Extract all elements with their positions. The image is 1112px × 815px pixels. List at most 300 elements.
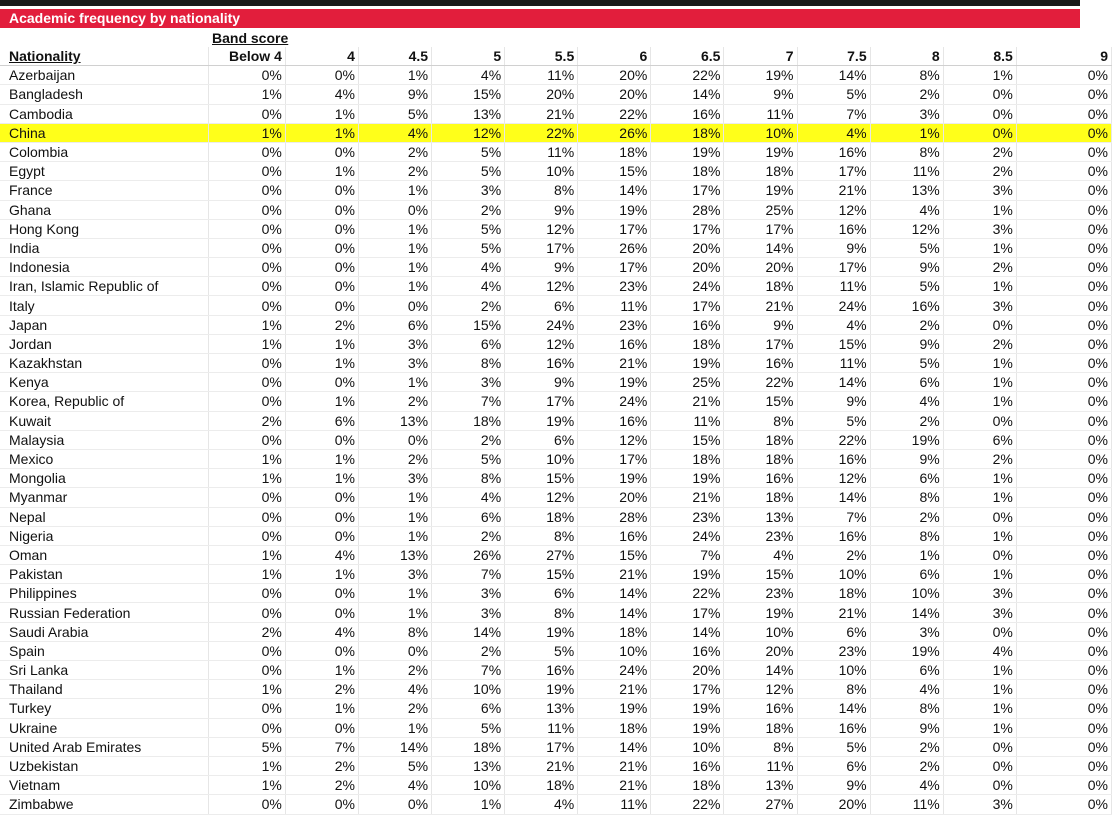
percent-cell[interactable]: 16% xyxy=(797,526,870,545)
percent-cell[interactable]: 14% xyxy=(797,66,870,85)
percent-cell[interactable]: 0% xyxy=(1016,641,1111,660)
percent-cell[interactable]: 19% xyxy=(578,373,651,392)
percent-cell[interactable]: 0% xyxy=(1016,181,1111,200)
percent-cell[interactable]: 6% xyxy=(505,296,578,315)
table-row[interactable] xyxy=(0,488,1112,507)
percent-cell[interactable]: 6% xyxy=(432,699,505,718)
percent-cell[interactable]: 19% xyxy=(651,469,724,488)
percent-cell[interactable]: 1% xyxy=(358,66,431,85)
percent-cell[interactable]: 24% xyxy=(578,661,651,680)
percent-cell[interactable]: 21% xyxy=(578,756,651,775)
nationality-cell[interactable]: Kuwait xyxy=(0,411,208,430)
percent-cell[interactable]: 0% xyxy=(1016,718,1111,737)
table-row[interactable] xyxy=(0,238,1112,257)
percent-cell[interactable]: 0% xyxy=(285,181,358,200)
percent-cell[interactable]: 18% xyxy=(724,430,797,449)
percent-cell[interactable]: 0% xyxy=(208,661,285,680)
percent-cell[interactable]: 18% xyxy=(797,584,870,603)
percent-cell[interactable]: 20% xyxy=(505,85,578,104)
percent-cell[interactable]: 0% xyxy=(943,123,1016,142)
percent-cell[interactable]: 2% xyxy=(285,776,358,795)
percent-cell[interactable]: 5% xyxy=(358,104,431,123)
percent-cell[interactable]: 19% xyxy=(578,200,651,219)
percent-cell[interactable]: 2% xyxy=(870,737,943,756)
percent-cell[interactable]: 1% xyxy=(358,718,431,737)
percent-cell[interactable]: 0% xyxy=(1016,584,1111,603)
percent-cell[interactable]: 0% xyxy=(285,603,358,622)
percent-cell[interactable]: 12% xyxy=(724,680,797,699)
percent-cell[interactable]: 0% xyxy=(943,507,1016,526)
table-row[interactable] xyxy=(0,603,1112,622)
percent-cell[interactable]: 17% xyxy=(651,181,724,200)
percent-cell[interactable]: 16% xyxy=(797,219,870,238)
percent-cell[interactable]: 21% xyxy=(578,354,651,373)
percent-cell[interactable]: 1% xyxy=(432,795,505,814)
percent-cell[interactable]: 0% xyxy=(208,238,285,257)
percent-cell[interactable]: 19% xyxy=(724,66,797,85)
nationality-cell[interactable]: Malaysia xyxy=(0,430,208,449)
percent-cell[interactable]: 17% xyxy=(578,219,651,238)
table-row[interactable] xyxy=(0,354,1112,373)
percent-cell[interactable]: 17% xyxy=(651,219,724,238)
percent-cell[interactable]: 4% xyxy=(285,545,358,564)
percent-cell[interactable]: 8% xyxy=(505,181,578,200)
nationality-cell[interactable]: Ukraine xyxy=(0,718,208,737)
nationality-cell[interactable]: Oman xyxy=(0,545,208,564)
nationality-cell[interactable]: Cambodia xyxy=(0,104,208,123)
percent-cell[interactable]: 11% xyxy=(870,795,943,814)
percent-cell[interactable]: 0% xyxy=(1016,776,1111,795)
percent-cell[interactable]: 2% xyxy=(358,699,431,718)
percent-cell[interactable]: 0% xyxy=(285,430,358,449)
percent-cell[interactable]: 15% xyxy=(505,565,578,584)
percent-cell[interactable]: 25% xyxy=(651,373,724,392)
percent-cell[interactable]: 6% xyxy=(943,430,1016,449)
column-header-band[interactable]: 6 xyxy=(578,47,651,66)
percent-cell[interactable]: 11% xyxy=(870,162,943,181)
percent-cell[interactable]: 9% xyxy=(505,258,578,277)
table-row[interactable] xyxy=(0,718,1112,737)
percent-cell[interactable]: 5% xyxy=(432,219,505,238)
column-header-band[interactable]: 6.5 xyxy=(651,47,724,66)
percent-cell[interactable]: 17% xyxy=(651,603,724,622)
percent-cell[interactable]: 23% xyxy=(797,641,870,660)
percent-cell[interactable]: 6% xyxy=(505,430,578,449)
percent-cell[interactable]: 18% xyxy=(578,142,651,161)
percent-cell[interactable]: 9% xyxy=(870,449,943,468)
percent-cell[interactable]: 15% xyxy=(432,85,505,104)
percent-cell[interactable]: 18% xyxy=(432,737,505,756)
percent-cell[interactable]: 12% xyxy=(505,334,578,353)
percent-cell[interactable]: 8% xyxy=(505,526,578,545)
percent-cell[interactable]: 10% xyxy=(797,565,870,584)
percent-cell[interactable]: 1% xyxy=(943,565,1016,584)
percent-cell[interactable]: 19% xyxy=(651,142,724,161)
percent-cell[interactable]: 6% xyxy=(870,565,943,584)
percent-cell[interactable]: 14% xyxy=(578,584,651,603)
percent-cell[interactable]: 10% xyxy=(505,449,578,468)
column-header-band[interactable]: 4 xyxy=(285,47,358,66)
percent-cell[interactable]: 8% xyxy=(724,737,797,756)
percent-cell[interactable]: 4% xyxy=(285,622,358,641)
percent-cell[interactable]: 2% xyxy=(797,545,870,564)
percent-cell[interactable]: 20% xyxy=(578,488,651,507)
table-row[interactable] xyxy=(0,315,1112,334)
percent-cell[interactable]: 3% xyxy=(870,104,943,123)
column-header-band[interactable]: 8.5 xyxy=(943,47,1016,66)
percent-cell[interactable]: 2% xyxy=(943,449,1016,468)
percent-cell[interactable]: 8% xyxy=(870,142,943,161)
percent-cell[interactable]: 15% xyxy=(651,430,724,449)
percent-cell[interactable]: 5% xyxy=(797,85,870,104)
percent-cell[interactable]: 21% xyxy=(578,565,651,584)
percent-cell[interactable]: 0% xyxy=(1016,200,1111,219)
percent-cell[interactable]: 0% xyxy=(1016,296,1111,315)
percent-cell[interactable]: 9% xyxy=(358,85,431,104)
percent-cell[interactable]: 16% xyxy=(578,526,651,545)
percent-cell[interactable]: 16% xyxy=(797,449,870,468)
percent-cell[interactable]: 0% xyxy=(358,795,431,814)
percent-cell[interactable]: 0% xyxy=(358,430,431,449)
nationality-cell[interactable]: France xyxy=(0,181,208,200)
percent-cell[interactable]: 19% xyxy=(651,718,724,737)
percent-cell[interactable]: 1% xyxy=(285,104,358,123)
percent-cell[interactable]: 15% xyxy=(724,565,797,584)
nationality-cell[interactable]: Bangladesh xyxy=(0,85,208,104)
percent-cell[interactable]: 0% xyxy=(1016,104,1111,123)
percent-cell[interactable]: 9% xyxy=(505,200,578,219)
percent-cell[interactable]: 19% xyxy=(724,181,797,200)
table-row[interactable] xyxy=(0,737,1112,756)
percent-cell[interactable]: 4% xyxy=(432,277,505,296)
percent-cell[interactable]: 2% xyxy=(870,756,943,775)
nationality-cell[interactable]: Japan xyxy=(0,315,208,334)
percent-cell[interactable]: 10% xyxy=(505,162,578,181)
percent-cell[interactable]: 9% xyxy=(870,718,943,737)
percent-cell[interactable]: 0% xyxy=(285,142,358,161)
percent-cell[interactable]: 8% xyxy=(870,699,943,718)
percent-cell[interactable]: 21% xyxy=(797,181,870,200)
percent-cell[interactable]: 0% xyxy=(1016,373,1111,392)
table-row[interactable] xyxy=(0,258,1112,277)
percent-cell[interactable]: 5% xyxy=(432,238,505,257)
percent-cell[interactable]: 6% xyxy=(870,373,943,392)
percent-cell[interactable]: 19% xyxy=(505,622,578,641)
percent-cell[interactable]: 18% xyxy=(724,277,797,296)
percent-cell[interactable]: 1% xyxy=(208,545,285,564)
percent-cell[interactable]: 20% xyxy=(578,66,651,85)
percent-cell[interactable]: 9% xyxy=(797,238,870,257)
percent-cell[interactable]: 26% xyxy=(578,238,651,257)
percent-cell[interactable]: 0% xyxy=(208,181,285,200)
percent-cell[interactable]: 4% xyxy=(724,545,797,564)
percent-cell[interactable]: 0% xyxy=(1016,622,1111,641)
percent-cell[interactable]: 21% xyxy=(578,776,651,795)
percent-cell[interactable]: 1% xyxy=(285,449,358,468)
percent-cell[interactable]: 1% xyxy=(285,661,358,680)
percent-cell[interactable]: 1% xyxy=(208,315,285,334)
percent-cell[interactable]: 5% xyxy=(870,277,943,296)
percent-cell[interactable]: 17% xyxy=(505,737,578,756)
percent-cell[interactable]: 21% xyxy=(578,680,651,699)
percent-cell[interactable]: 4% xyxy=(358,776,431,795)
percent-cell[interactable]: 0% xyxy=(1016,219,1111,238)
percent-cell[interactable]: 2% xyxy=(432,430,505,449)
percent-cell[interactable]: 2% xyxy=(358,392,431,411)
table-row[interactable] xyxy=(0,776,1112,795)
percent-cell[interactable]: 1% xyxy=(285,392,358,411)
percent-cell[interactable]: 0% xyxy=(1016,85,1111,104)
percent-cell[interactable]: 1% xyxy=(358,277,431,296)
percent-cell[interactable]: 1% xyxy=(943,354,1016,373)
column-header-band[interactable]: Below 4 xyxy=(208,47,285,66)
percent-cell[interactable]: 12% xyxy=(797,469,870,488)
percent-cell[interactable]: 16% xyxy=(724,469,797,488)
percent-cell[interactable]: 3% xyxy=(943,219,1016,238)
nationality-cell[interactable]: Pakistan xyxy=(0,565,208,584)
table-row[interactable] xyxy=(0,200,1112,219)
percent-cell[interactable]: 7% xyxy=(797,507,870,526)
percent-cell[interactable]: 0% xyxy=(358,296,431,315)
percent-cell[interactable]: 20% xyxy=(724,258,797,277)
percent-cell[interactable]: 1% xyxy=(285,162,358,181)
percent-cell[interactable]: 2% xyxy=(285,680,358,699)
table-row[interactable] xyxy=(0,411,1112,430)
percent-cell[interactable]: 18% xyxy=(651,449,724,468)
percent-cell[interactable]: 1% xyxy=(208,449,285,468)
percent-cell[interactable]: 18% xyxy=(578,718,651,737)
table-row[interactable] xyxy=(0,181,1112,200)
percent-cell[interactable]: 1% xyxy=(870,123,943,142)
percent-cell[interactable]: 0% xyxy=(285,526,358,545)
percent-cell[interactable]: 16% xyxy=(505,354,578,373)
percent-cell[interactable]: 19% xyxy=(651,699,724,718)
percent-cell[interactable]: 9% xyxy=(724,315,797,334)
percent-cell[interactable]: 0% xyxy=(285,795,358,814)
table-row[interactable] xyxy=(0,545,1112,564)
percent-cell[interactable]: 1% xyxy=(358,258,431,277)
nationality-cell[interactable]: Philippines xyxy=(0,584,208,603)
percent-cell[interactable]: 5% xyxy=(870,238,943,257)
percent-cell[interactable]: 0% xyxy=(208,200,285,219)
percent-cell[interactable]: 2% xyxy=(208,411,285,430)
percent-cell[interactable]: 4% xyxy=(870,680,943,699)
table-row[interactable] xyxy=(0,123,1112,142)
table-row[interactable] xyxy=(0,449,1112,468)
percent-cell[interactable]: 15% xyxy=(432,315,505,334)
percent-cell[interactable]: 8% xyxy=(870,526,943,545)
percent-cell[interactable]: 1% xyxy=(285,334,358,353)
percent-cell[interactable]: 13% xyxy=(358,545,431,564)
percent-cell[interactable]: 1% xyxy=(943,488,1016,507)
percent-cell[interactable]: 6% xyxy=(285,411,358,430)
percent-cell[interactable]: 1% xyxy=(208,334,285,353)
column-header-nationality[interactable]: Nationality xyxy=(0,47,208,66)
percent-cell[interactable]: 26% xyxy=(578,123,651,142)
percent-cell[interactable]: 6% xyxy=(505,584,578,603)
percent-cell[interactable]: 8% xyxy=(870,66,943,85)
percent-cell[interactable]: 11% xyxy=(578,795,651,814)
percent-cell[interactable]: 16% xyxy=(870,296,943,315)
percent-cell[interactable]: 0% xyxy=(208,507,285,526)
percent-cell[interactable]: 0% xyxy=(1016,565,1111,584)
percent-cell[interactable]: 0% xyxy=(1016,123,1111,142)
table-row[interactable] xyxy=(0,430,1112,449)
percent-cell[interactable]: 2% xyxy=(285,315,358,334)
percent-cell[interactable]: 0% xyxy=(208,795,285,814)
percent-cell[interactable]: 3% xyxy=(358,469,431,488)
percent-cell[interactable]: 0% xyxy=(943,622,1016,641)
percent-cell[interactable]: 4% xyxy=(797,315,870,334)
percent-cell[interactable]: 15% xyxy=(505,469,578,488)
percent-cell[interactable]: 20% xyxy=(797,795,870,814)
percent-cell[interactable]: 19% xyxy=(651,565,724,584)
percent-cell[interactable]: 1% xyxy=(358,373,431,392)
percent-cell[interactable]: 0% xyxy=(358,200,431,219)
nationality-cell[interactable]: Myanmar xyxy=(0,488,208,507)
table-row[interactable] xyxy=(0,162,1112,181)
percent-cell[interactable]: 18% xyxy=(724,718,797,737)
percent-cell[interactable]: 23% xyxy=(724,584,797,603)
percent-cell[interactable]: 1% xyxy=(943,699,1016,718)
percent-cell[interactable]: 17% xyxy=(505,238,578,257)
percent-cell[interactable]: 2% xyxy=(432,200,505,219)
percent-cell[interactable]: 11% xyxy=(797,354,870,373)
percent-cell[interactable]: 18% xyxy=(724,488,797,507)
percent-cell[interactable]: 25% xyxy=(724,200,797,219)
percent-cell[interactable]: 2% xyxy=(358,449,431,468)
percent-cell[interactable]: 8% xyxy=(724,411,797,430)
percent-cell[interactable]: 1% xyxy=(285,699,358,718)
percent-cell[interactable]: 13% xyxy=(432,756,505,775)
percent-cell[interactable]: 16% xyxy=(578,411,651,430)
percent-cell[interactable]: 4% xyxy=(870,392,943,411)
percent-cell[interactable]: 0% xyxy=(285,238,358,257)
percent-cell[interactable]: 16% xyxy=(797,142,870,161)
percent-cell[interactable]: 7% xyxy=(432,392,505,411)
percent-cell[interactable]: 0% xyxy=(208,219,285,238)
percent-cell[interactable]: 0% xyxy=(285,296,358,315)
percent-cell[interactable]: 2% xyxy=(208,622,285,641)
percent-cell[interactable]: 14% xyxy=(578,603,651,622)
percent-cell[interactable]: 0% xyxy=(208,296,285,315)
table-row[interactable] xyxy=(0,142,1112,161)
percent-cell[interactable]: 16% xyxy=(797,718,870,737)
percent-cell[interactable]: 1% xyxy=(943,661,1016,680)
table-row[interactable] xyxy=(0,296,1112,315)
percent-cell[interactable]: 1% xyxy=(285,354,358,373)
percent-cell[interactable]: 2% xyxy=(432,641,505,660)
percent-cell[interactable]: 8% xyxy=(797,680,870,699)
percent-cell[interactable]: 7% xyxy=(797,104,870,123)
percent-cell[interactable]: 19% xyxy=(724,603,797,622)
percent-cell[interactable]: 14% xyxy=(651,85,724,104)
percent-cell[interactable]: 5% xyxy=(358,756,431,775)
column-header-band[interactable]: 7 xyxy=(724,47,797,66)
percent-cell[interactable]: 0% xyxy=(285,641,358,660)
percent-cell[interactable]: 14% xyxy=(358,737,431,756)
percent-cell[interactable]: 1% xyxy=(943,238,1016,257)
percent-cell[interactable]: 0% xyxy=(943,315,1016,334)
percent-cell[interactable]: 19% xyxy=(724,142,797,161)
percent-cell[interactable]: 0% xyxy=(208,66,285,85)
percent-cell[interactable]: 24% xyxy=(505,315,578,334)
percent-cell[interactable]: 0% xyxy=(1016,469,1111,488)
percent-cell[interactable]: 0% xyxy=(285,277,358,296)
percent-cell[interactable]: 11% xyxy=(505,142,578,161)
percent-cell[interactable]: 16% xyxy=(651,315,724,334)
nationality-cell[interactable]: Mexico xyxy=(0,449,208,468)
percent-cell[interactable]: 24% xyxy=(578,392,651,411)
table-row[interactable] xyxy=(0,641,1112,660)
percent-cell[interactable]: 12% xyxy=(432,123,505,142)
percent-cell[interactable]: 16% xyxy=(651,104,724,123)
percent-cell[interactable]: 3% xyxy=(943,603,1016,622)
nationality-cell[interactable]: Indonesia xyxy=(0,258,208,277)
percent-cell[interactable]: 0% xyxy=(358,641,431,660)
percent-cell[interactable]: 9% xyxy=(505,373,578,392)
nationality-cell[interactable]: China xyxy=(0,123,208,142)
percent-cell[interactable]: 10% xyxy=(578,641,651,660)
percent-cell[interactable]: 28% xyxy=(651,200,724,219)
percent-cell[interactable]: 2% xyxy=(358,661,431,680)
percent-cell[interactable]: 0% xyxy=(1016,411,1111,430)
percent-cell[interactable]: 27% xyxy=(505,545,578,564)
percent-cell[interactable]: 1% xyxy=(943,526,1016,545)
percent-cell[interactable]: 10% xyxy=(724,123,797,142)
percent-cell[interactable]: 21% xyxy=(505,756,578,775)
nationality-cell[interactable]: Ghana xyxy=(0,200,208,219)
percent-cell[interactable]: 4% xyxy=(797,123,870,142)
percent-cell[interactable]: 15% xyxy=(578,162,651,181)
percent-cell[interactable]: 5% xyxy=(797,411,870,430)
percent-cell[interactable]: 0% xyxy=(285,507,358,526)
nationality-cell[interactable]: Zimbabwe xyxy=(0,795,208,814)
percent-cell[interactable]: 5% xyxy=(208,737,285,756)
table-row[interactable] xyxy=(0,756,1112,775)
percent-cell[interactable]: 4% xyxy=(870,776,943,795)
nationality-cell[interactable]: Thailand xyxy=(0,680,208,699)
percent-cell[interactable]: 13% xyxy=(724,507,797,526)
percent-cell[interactable]: 5% xyxy=(870,354,943,373)
percent-cell[interactable]: 0% xyxy=(1016,238,1111,257)
percent-cell[interactable]: 11% xyxy=(724,756,797,775)
percent-cell[interactable]: 2% xyxy=(358,162,431,181)
percent-cell[interactable]: 18% xyxy=(578,622,651,641)
percent-cell[interactable]: 19% xyxy=(870,641,943,660)
percent-cell[interactable]: 0% xyxy=(208,603,285,622)
percent-cell[interactable]: 3% xyxy=(943,296,1016,315)
percent-cell[interactable]: 23% xyxy=(651,507,724,526)
nationality-cell[interactable]: Russian Federation xyxy=(0,603,208,622)
table-row[interactable] xyxy=(0,277,1112,296)
percent-cell[interactable]: 16% xyxy=(651,641,724,660)
percent-cell[interactable]: 12% xyxy=(505,219,578,238)
column-header-band[interactable]: 9 xyxy=(1016,47,1111,66)
percent-cell[interactable]: 24% xyxy=(797,296,870,315)
percent-cell[interactable]: 2% xyxy=(432,526,505,545)
percent-cell[interactable]: 0% xyxy=(208,142,285,161)
percent-cell[interactable]: 0% xyxy=(943,756,1016,775)
nationality-cell[interactable]: India xyxy=(0,238,208,257)
percent-cell[interactable]: 6% xyxy=(870,661,943,680)
percent-cell[interactable]: 1% xyxy=(358,526,431,545)
percent-cell[interactable]: 14% xyxy=(432,622,505,641)
percent-cell[interactable]: 10% xyxy=(432,680,505,699)
percent-cell[interactable]: 0% xyxy=(208,430,285,449)
percent-cell[interactable]: 2% xyxy=(870,411,943,430)
nationality-cell[interactable]: Italy xyxy=(0,296,208,315)
